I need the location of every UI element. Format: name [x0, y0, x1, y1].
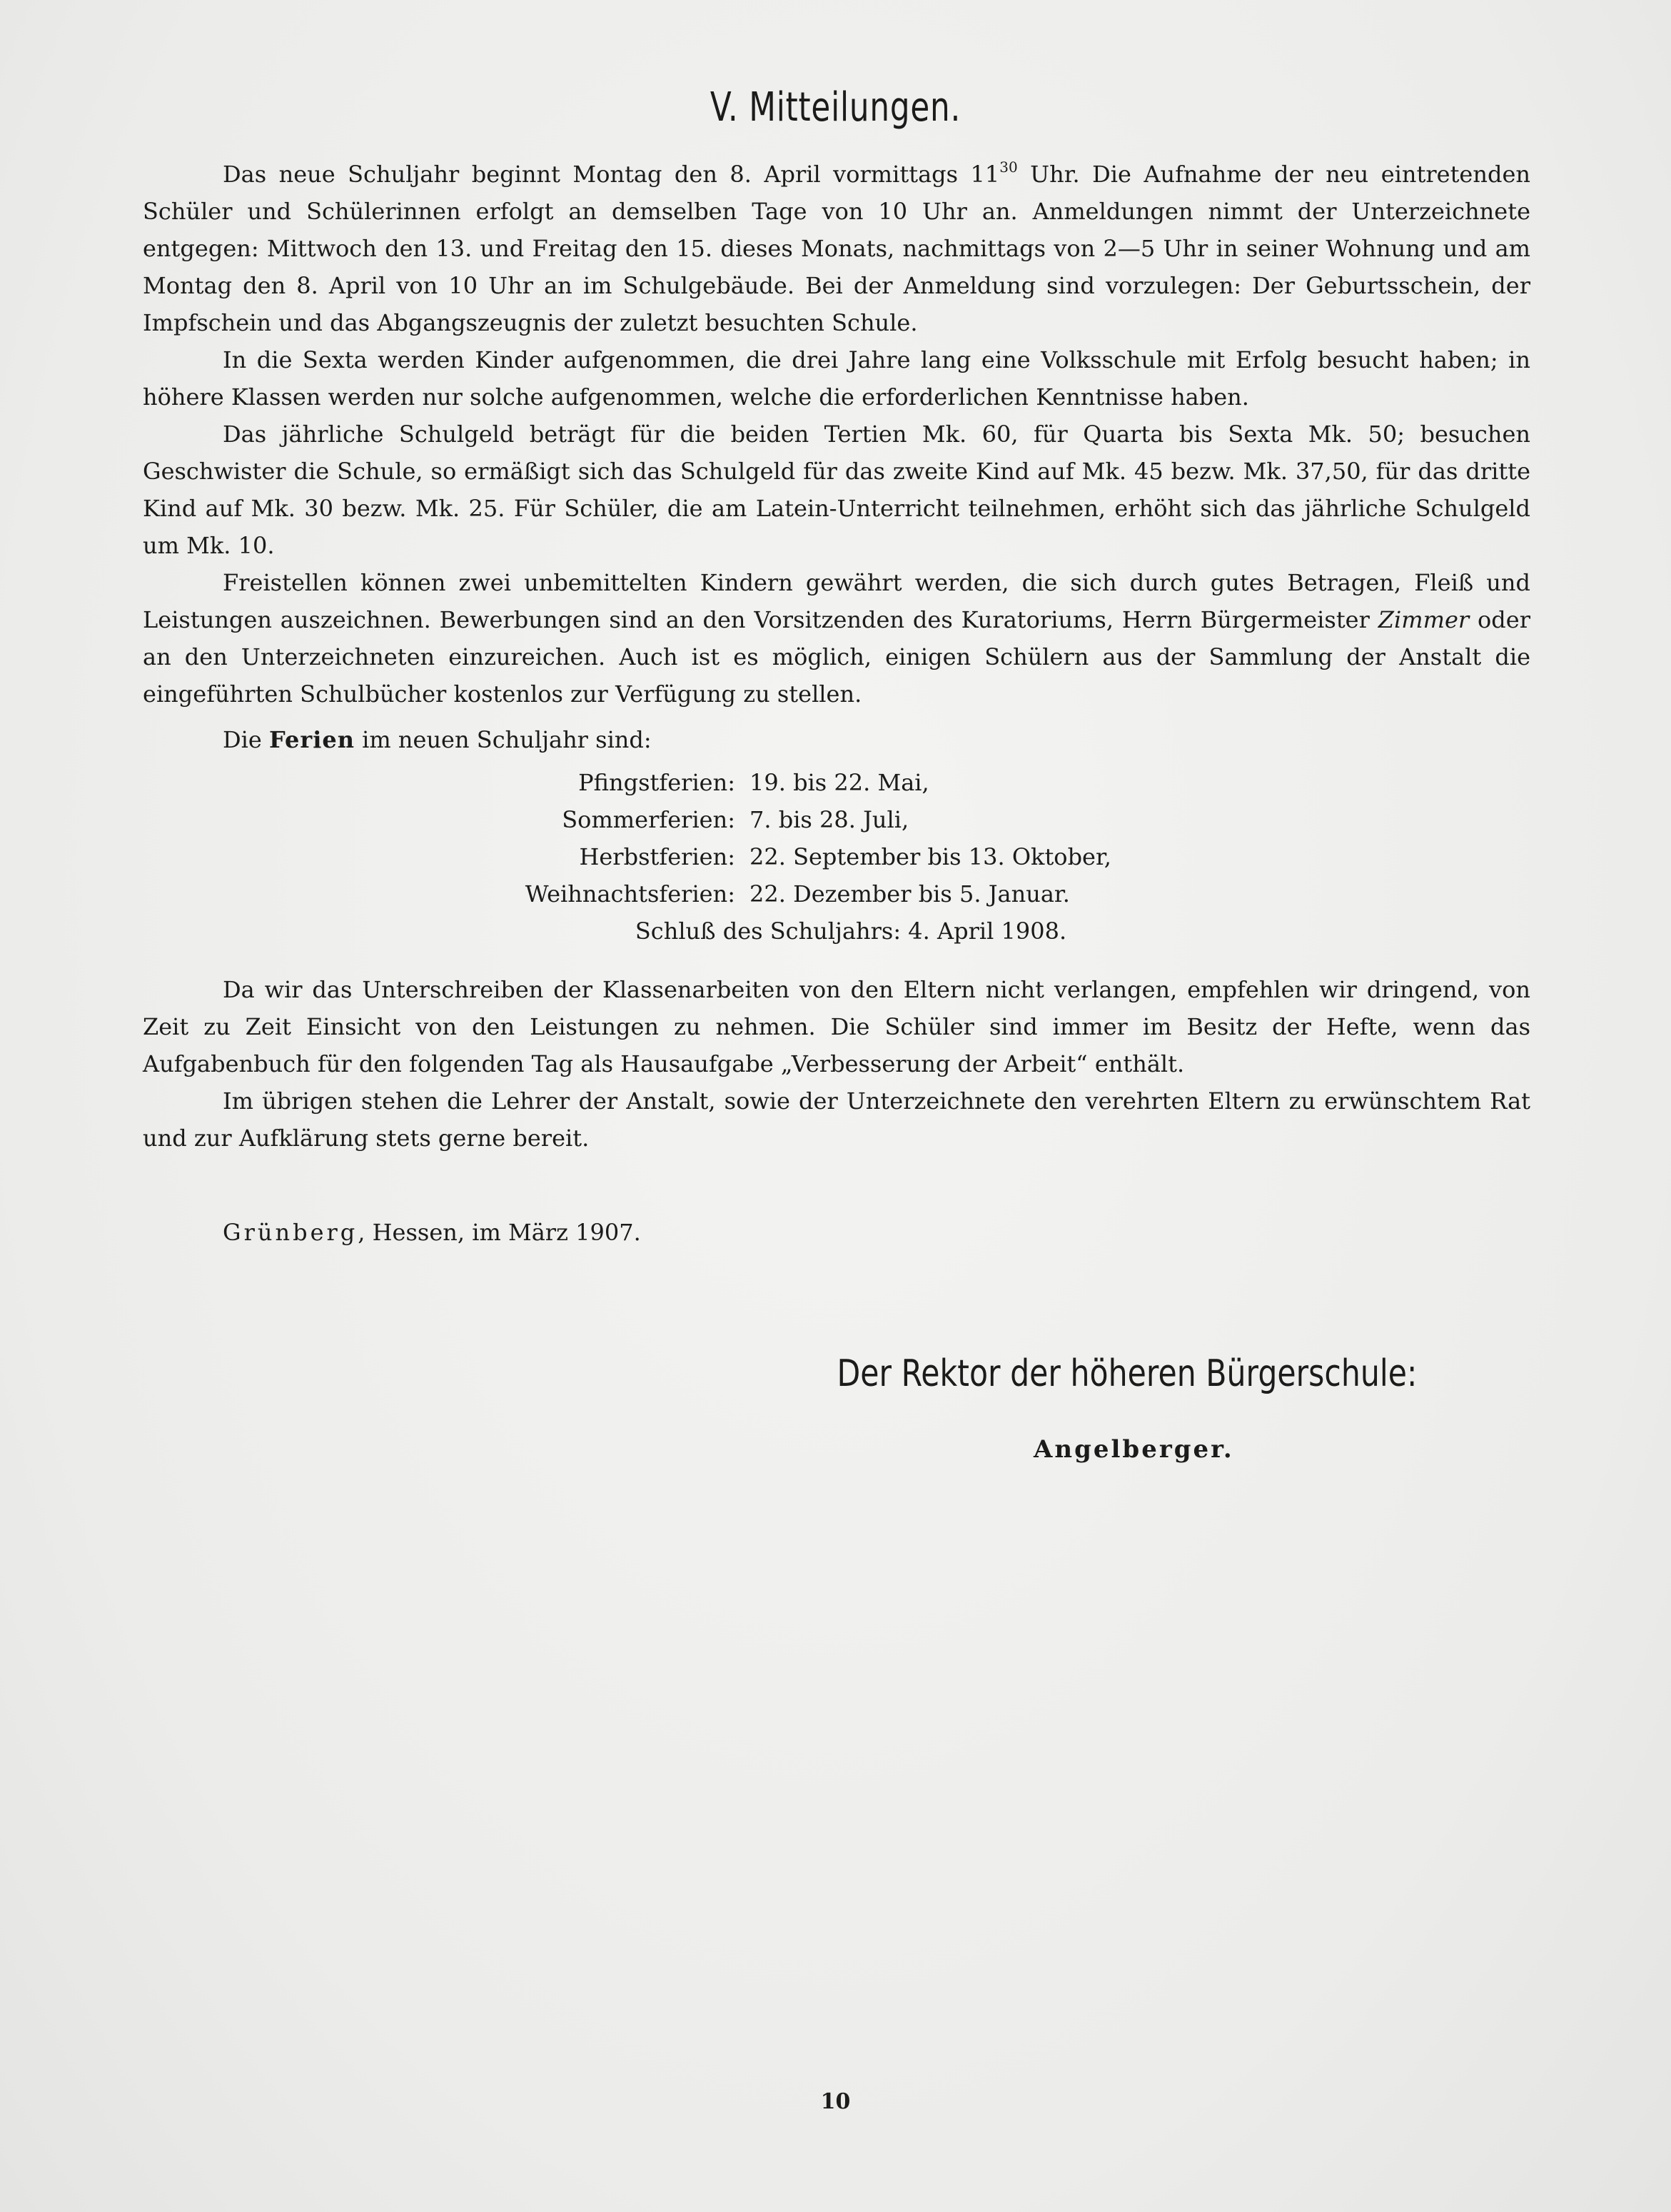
- text-run: Uhr. Die Aufnahme der neu eintretenden Schüler und Schülerinnen erfolgt an demselben Tage von 10 Uhr an. Anmeldungen nimmt der Unterzeichnete entgegen: Mittwoch den 13. und Freitag den 15. dieses Monats, nachmittags von 2—5 Uhr in seiner Wohnung und am Montag den 8. April von 10 Uhr an im Schulgebäude. Bei der Anmeldung sind vorzulegen: Der Geburtsschein, der Impfschein und das Abgangszeugnis der zuletzt besuchten Schule.: [143, 161, 1530, 336]
- paragraph-class-work: Da wir das Unterschreiben der Klassenarbeiten von den Eltern nicht verlangen, empfehlen wir dringend, von Zeit zu Zeit Einsicht von den Leistungen zu nehmen. Die Schüler sind immer im Besitz der Hefte, wenn das Aufgabenbuch für den folgenden Tag als Hausaufgabe „Verbesserung der Arbeit“ enthält.: [143, 976, 1530, 1077]
- paragraph-free-places: [143, 564, 1530, 713]
- holiday-dates: 22. Dezember bis 5. Januar.: [749, 880, 1070, 908]
- date-line: , Hessen, im März 1907.: [358, 1219, 641, 1246]
- person-name: Zimmer: [1378, 606, 1470, 633]
- text-run: im neuen Schuljahr sind:: [354, 726, 652, 753]
- town-name: Grünberg: [223, 1219, 358, 1246]
- holiday-name: Herbstferien:: [579, 843, 735, 870]
- text-run: oder an den Unterzeichneten einzureichen. Auch ist es möglich, einigen Schülern aus der Sammlung der Anstalt die eingeführten Schulbücher kostenlos zur Verfügung zu stellen.: [143, 606, 1531, 708]
- signature-name: Angelberger.: [1034, 1435, 1234, 1464]
- signature-role: Der Rektor der höheren Bürgerschule:: [837, 1352, 1417, 1395]
- text-run: Das neue Schuljahr beginnt Montag den 8. April vormittags 11: [223, 161, 1000, 188]
- school-year-end: Schluß des Schuljahrs: 4. April 1908.: [635, 918, 1067, 945]
- place-and-date: [143, 1214, 1530, 1251]
- holiday-name: Pfingstferien:: [578, 769, 735, 796]
- holiday-dates: 22. September bis 13. Oktober,: [749, 843, 1111, 870]
- page-number: 10: [820, 2089, 851, 2114]
- text-run: Freistellen können zwei unbemittelten Kindern gewährt werden, die sich durch gutes Betragen, Fleiß und Leistungen auszeichnen. Bewerbungen sind an den Vorsitzenden des Kuratoriums, Herrn Bürgermeister: [143, 569, 1530, 633]
- holiday-dates: 19. bis 22. Mai,: [749, 769, 929, 796]
- section-heading: V. Mitteilungen.: [710, 84, 961, 131]
- document-body: [143, 156, 1530, 1251]
- text-run: Die: [223, 726, 269, 753]
- paragraph-enrollment: [143, 156, 1530, 341]
- holiday-list: [143, 764, 1530, 913]
- paragraph-school-fees: Das jährliche Schulgeld beträgt für die beiden Tertien Mk. 60, für Quarta bis Sexta Mk. 50; besuchen Geschwister die Schule, so ermäßigt sich das Schulgeld für das zweite Kind auf Mk. 45 bezw. Mk. 37,50, für das dritte Kind auf Mk. 30 bezw. Mk. 25. Für Schüler, die am Latein-Unterricht teilnehmen, erhöht sich das jährliche Schulgeld um Mk. 10.: [143, 421, 1530, 559]
- keyword-ferien: Ferien: [269, 726, 355, 753]
- paragraph-admission: In die Sexta werden Kinder aufgenommen, die drei Jahre lang eine Volksschule mit Erfolg besucht haben; in höhere Klassen werden nur solche aufgenommen, welche die erforderlichen Kenntnisse haben.: [143, 346, 1530, 411]
- holiday-name: Weihnachtsferien:: [525, 880, 735, 908]
- superscript-minutes: 30: [999, 159, 1018, 176]
- holiday-dates: 7. bis 28. Juli,: [749, 806, 909, 833]
- paragraph-closing: Im übrigen stehen die Lehrer der Anstalt, sowie der Unterzeichnete den verehrten Eltern zu erwünschtem Rat und zur Aufklärung stets gerne bereit.: [143, 1087, 1530, 1152]
- paragraph-holidays-intro: [143, 721, 1530, 758]
- holiday-name: Sommerferien:: [562, 806, 735, 833]
